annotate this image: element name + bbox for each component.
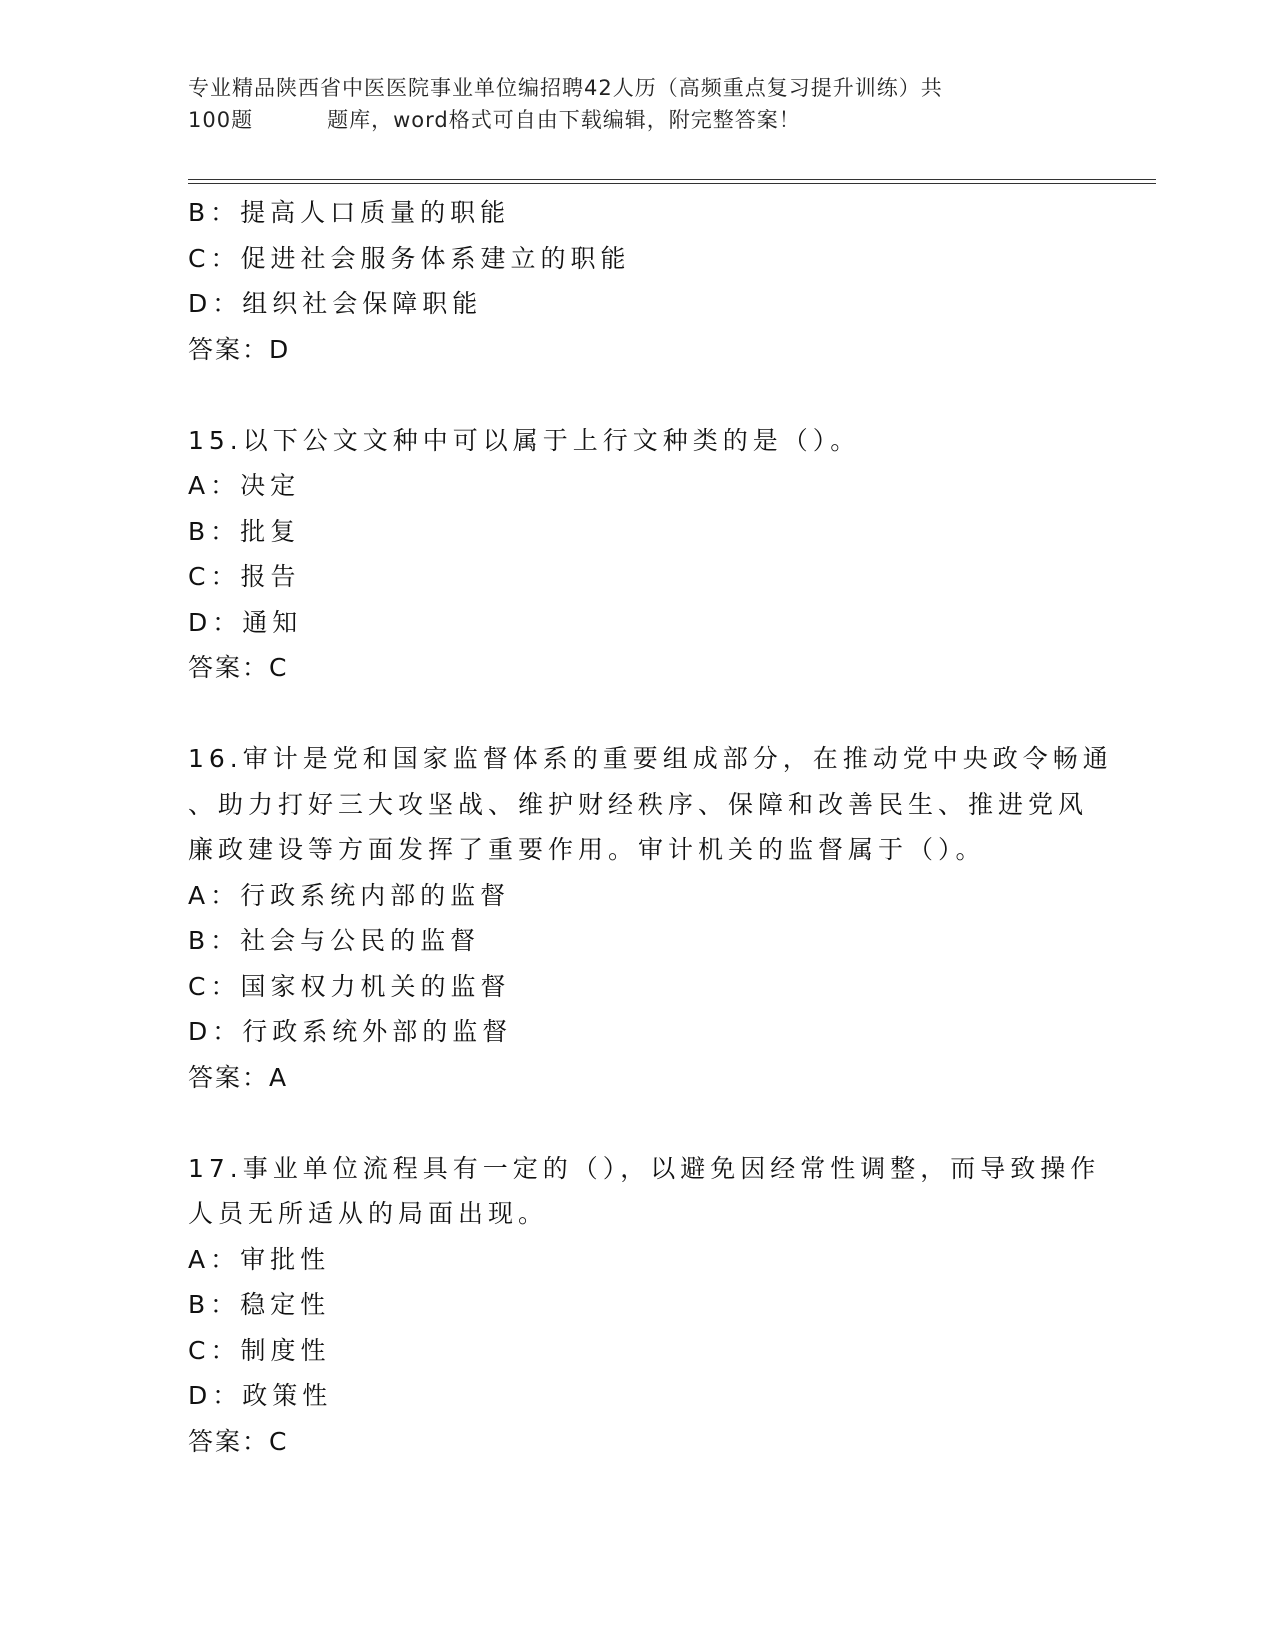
page-header (188, 72, 1068, 136)
header-title-line-2 (188, 104, 1068, 136)
question-14 (188, 190, 1088, 372)
option-b: B：提高人口质量的职能 (188, 198, 511, 227)
question-stem: 16.审计是党和国家监督体系的重要组成部分，在推动党中央政令畅通 (188, 744, 1113, 773)
answer: 答案：C (188, 1426, 289, 1456)
question-stem: 廉政建设等方面发挥了重要作用。审计机关的监督属于（）。 (188, 835, 986, 864)
header-description: 题库，word格式可自由下载编辑，附完整答案！ (327, 108, 801, 132)
header-title-line-1: 专业精品陕西省中医医院事业单位编招聘42人历（高频重点复习提升训练）共 (188, 76, 943, 100)
question-stem: 15.以下公文文种中可以属于上行文种类的是（）。 (188, 425, 861, 455)
option-c: C：制度性 (188, 1335, 331, 1365)
option-d: D：组织社会保障职能 (188, 289, 483, 318)
option-b: B：批复 (188, 516, 301, 546)
option-a: A：行政系统内部的监督 (188, 880, 511, 910)
option-d: D：行政系统外部的监督 (188, 1017, 513, 1046)
question-stem: 、助力打好三大攻坚战、维护财经秩序、保障和改善民生、推进党风 (188, 789, 1089, 819)
question-15 (188, 418, 1088, 691)
header-count: 100题 (188, 108, 254, 132)
option-c: C：促进社会服务体系建立的职能 (188, 243, 631, 273)
question-stem: 17.事业单位流程具有一定的（），以避免因经常性调整，而导致操作 (188, 1153, 1101, 1183)
answer: 答案：A (188, 1062, 289, 1092)
option-d: D：通知 (188, 607, 303, 637)
option-c: C：报告 (188, 562, 301, 591)
header-divider (188, 179, 1156, 184)
answer: 答案：D (188, 334, 291, 364)
question-list (188, 190, 1113, 1464)
answer: 答案：C (188, 653, 289, 682)
option-a: A：审批性 (188, 1244, 331, 1274)
option-c: C：国家权力机关的监督 (188, 971, 511, 1001)
option-b: B：社会与公民的监督 (188, 926, 481, 955)
question-stem: 人员无所适从的局面出现。 (188, 1199, 549, 1228)
option-b: B：稳定性 (188, 1290, 331, 1319)
option-d: D：政策性 (188, 1381, 333, 1410)
option-a: A：决定 (188, 471, 301, 500)
question-16 (188, 736, 1113, 1100)
question-17 (188, 1146, 1101, 1465)
